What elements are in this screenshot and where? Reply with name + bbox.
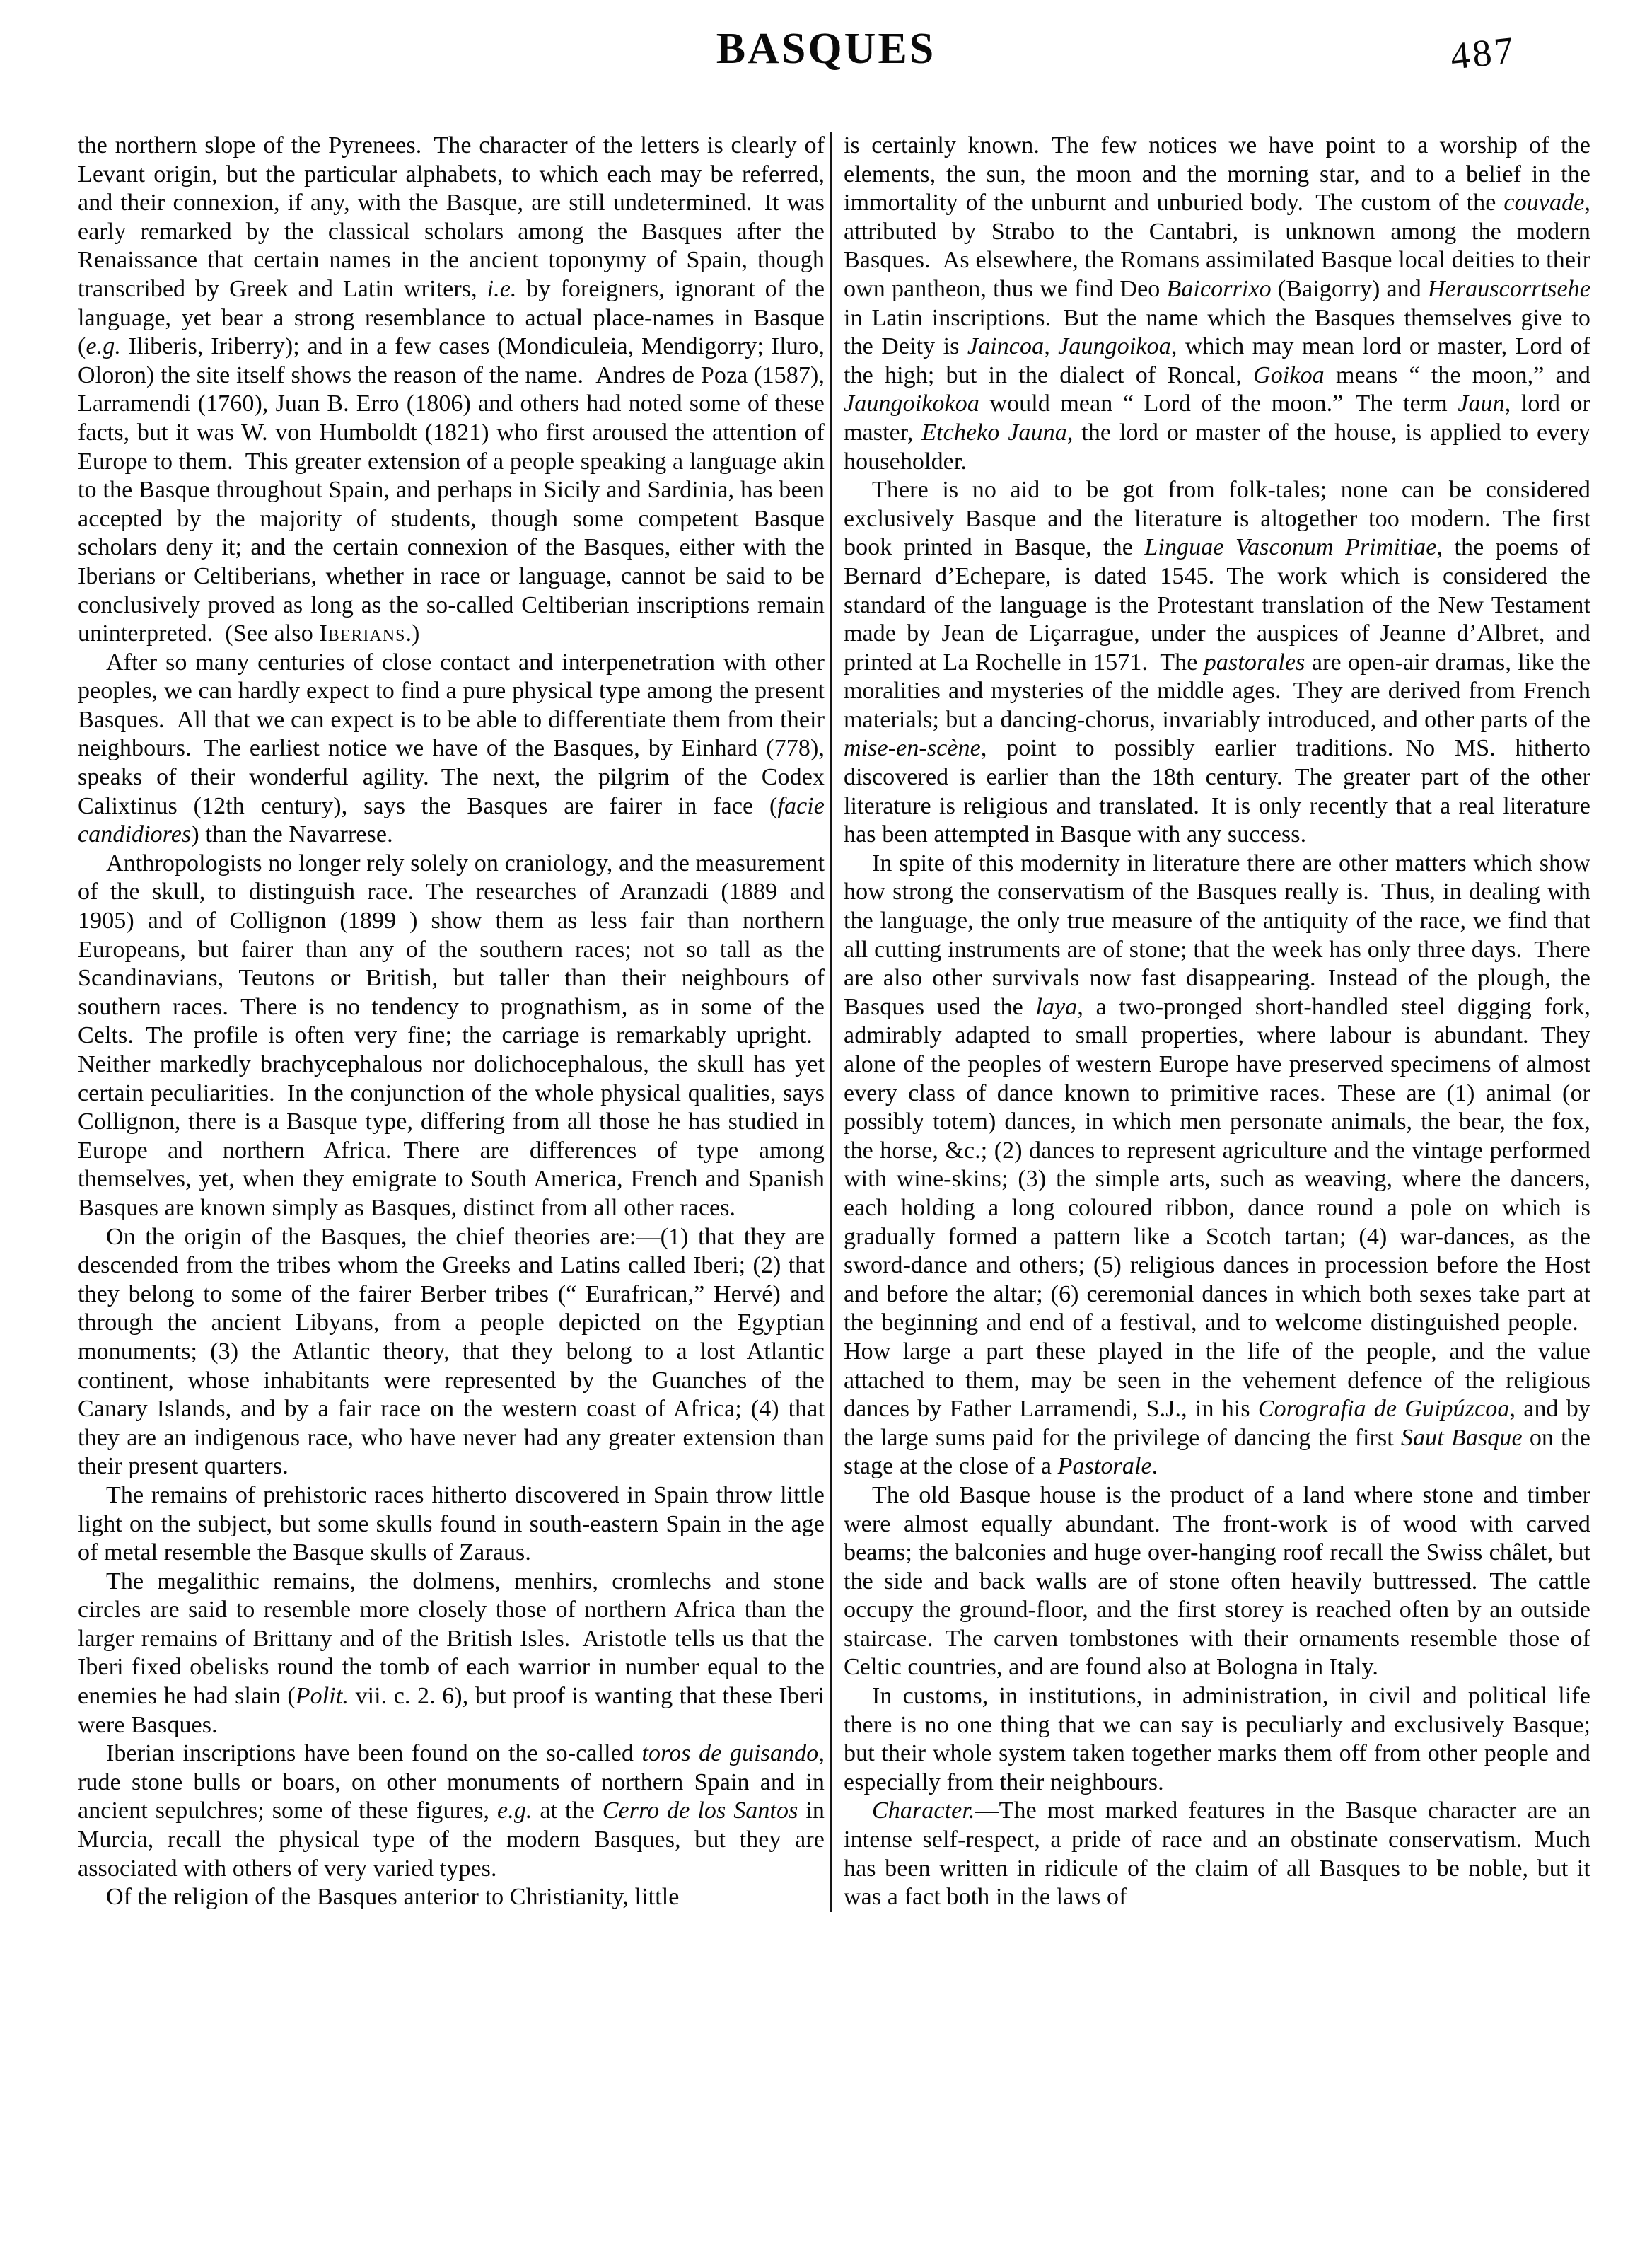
text-run: Iliberis, Iriberry); and in a few cases (Mondiculeia, Mendigorry; Iluro, Oloron) the site itself shows the reason of the name. Andres de Poza (1587), Larramendi (1760), Juan B. Erro (1806) and others had noted some of these facts, but it was W. von Humboldt (1821) who first aroused the attention of Europe to them. This greater extension of a people speaking a language akin to the Basque throughout Spain, and perhaps in Sicily and Sardinia, has been accepted by the majority of students, though some competent Basque scholars deny it; and the certain connexion of the Basques, either with the Iberians or Celtiberians, whether in race or language, cannot be said to be conclusively proved as long as the so-called Celtiberian inscriptions remain uninterpreted. (See also <box>78 333 825 647</box>
text-run: in Murcia, recall the physical type of the modern Basques, but they are associated with others of very varied types. <box>78 1798 825 1882</box>
text-run: The remains of prehistoric races hitherto discovered in Spain throw little light on the subject, but some skulls found in south-eastern Spain in the age of metal resemble the Basque skulls of Zaraus. <box>78 1481 825 1566</box>
paragraph <box>844 132 1590 476</box>
paragraph <box>844 850 1590 1481</box>
italic-text-run: Jaungoikokoa <box>844 390 979 417</box>
page-number: 487 <box>1448 28 1518 78</box>
text-run: , rude stone bulls or boars, on other monuments of northern Spain and in ancient sepulchres; some of these figures, <box>78 1740 825 1824</box>
italic-text-run: Corografia de Guipúzcoa <box>1257 1396 1510 1423</box>
text-run: In spite of this modernity in literature there are other matters which show how strong the conservatism of the Basques really is. Thus, in dealing with the language, the only true measure of the antiquity of the race, we find that all cutting instruments are of stone; that the week has only three days. There are also other survivals now fast disappearing. Instead of the plough, the Basques used the <box>844 850 1590 1020</box>
smallcaps-text-run: Iberians <box>319 620 406 647</box>
italic-text-run: Baicorrixo <box>1166 275 1272 302</box>
text-run: .) <box>405 620 420 647</box>
text-run: . <box>1151 1453 1158 1480</box>
text-run: , which may mean lord or master, Lord of the high; but in the dialect of Roncal, <box>844 333 1591 388</box>
text-run: , point to possibly earlier traditions. No MS. hitherto discovered is earlier than the 18th century. The greater part of the other literature is religious and translated. It is only recently that a real literature has been attempted in Basque with any success. <box>844 735 1590 848</box>
text-run: would mean “ Lord of the moon.” The term <box>979 390 1458 417</box>
text-run: There is no aid to be got from folk-tales; none can be considered exclusively Basque and the literature is altogether too modern. The first book printed in Basque, the <box>844 477 1590 561</box>
paragraph <box>78 1223 825 1481</box>
italic-text-run: Cerro de los Santos <box>602 1798 798 1824</box>
text-run: On the origin of the Basques, the chief theories are:—(1) that they are descended from the tribes whom the Greeks and Latins called Iberi; (2) that they belong to some of the fairer Berber tribes (“ Eurafrican,” Hervé) and through the ancient Libyans, from a people depicted on the Egyptian monuments; (3) the Atlantic theory, that they belong to a lost Atlantic continent, whose inhabitants were represented by the Guanches of the Canary Islands, and by a fair race on the western coast of Africa; (4) that they are an indigenous race, who have never had any greater extension than their present quarters. <box>78 1223 825 1480</box>
italic-text-run: e.g. <box>497 1798 533 1824</box>
text-run: is certainly known. The few notices we have point to a worship of the elements, the sun, the moon and the morning star, and to a belief in the immortality of the unburnt and unburied body. The custom of the <box>844 132 1590 216</box>
text-run: the northern slope of the Pyrenees. The character of the letters is clearly of Levant origin, but the particular alphabets, to which each may be referred, and their connexion, if any, with the Basque, are still undetermined. It was early remarked by the classical scholars among the Basques after the Renaissance that certain names in the ancient toponymy of Spain, though transcribed by Greek and Latin writers, <box>78 132 825 302</box>
right-column <box>844 132 1590 1912</box>
text-run: In customs, in institutions, in administration, in civil and political life there is no one thing that we can say is peculiarly and exclusively Basque; but their whole system taken together marks them off from other people and especially from their neighbours. <box>844 1683 1590 1795</box>
paragraph <box>78 132 825 649</box>
italic-text-run: Linguae Vasconum Primitiae <box>1144 534 1437 561</box>
text-run: , the lord or master of the house, is applied to every householder. <box>844 419 1590 475</box>
italic-text-run: Polit. <box>295 1683 349 1710</box>
paragraph <box>78 1883 825 1912</box>
column-divider-rule <box>830 132 832 1912</box>
text-run: vii. c. 2. 6), but proof is wanting that these Iberi were Basques. <box>78 1683 825 1738</box>
paragraph <box>844 1481 1590 1682</box>
text-run: , a two-pronged short-handled steel digging fork, admirably adapted to small properties, where labour is abundant. They alone of the peoples of western Europe have preserved specimens of almost every class of dance known to primitive races. These are (1) animal (or possibly totem) dances, in which men personate animals, the bear, the fox, the horse, &c.; (2) dances to represent agriculture and the vintage performed with wine-skins; (3) the simple arts, such as weaving, where the dancers, each holding a long coloured ribbon, dance round a pole on which is gradually formed a pattern like a Scotch tartan; (4) war-dances, as the sword-dance and others; (5) religious dances in procession before the Host and before the altar; (6) ceremonial dances in which both sexes take part at the beginning and end of a festival, and to welcome distinguished people. How large a part these played in the life of the people, and the value attached to them, may be seen in the vehement defence of the religious dances by Father Larramendi, S.J., in his <box>844 993 1590 1423</box>
text-run: in Latin inscriptions. But the name which the Basques themselves give to the Deity is <box>844 304 1590 360</box>
text-run: , attributed by Strabo to the Cantabri, is unknown among the modern Basques. As elsewhere, the Romans assimilated Basque local deities to their own pantheon, thus we find Deo <box>844 190 1590 302</box>
italic-text-run: facie candidiores <box>78 792 825 848</box>
italic-text-run: Goikoa <box>1253 361 1325 388</box>
text-run: by foreigners, ignorant of the language, yet bear a strong resemblance to actual place-names in Basque ( <box>78 275 825 360</box>
paragraph <box>844 1682 1590 1797</box>
article-text <box>78 132 1590 1912</box>
paragraph <box>78 649 825 850</box>
italic-text-run: pastorales <box>1204 649 1305 676</box>
paragraph <box>78 1740 825 1883</box>
text-run: The megalithic remains, the dolmens, menhirs, cromlechs and stone circles are said to resemble more closely those of northern Africa than the larger remains of Brittany and of the British Isles. Aristotle tells us that the Iberi fixed obelisks round the tomb of each warrior in number equal to the enemies he had slain ( <box>78 1568 825 1710</box>
text-run: , lord or master, <box>844 390 1590 446</box>
italic-text-run: Jaincoa, Jaungoikoa <box>967 333 1171 360</box>
text-run: —The most marked features in the Basque character are an intense self-respect, a pride of race and an obstinate conservatism. Much has been written in ridicule of the claim of all Basques to be noble, but it was a fact both in the laws of <box>844 1798 1590 1911</box>
italic-text-run: i.e. <box>487 275 517 302</box>
paragraph <box>78 1481 825 1568</box>
italic-text-run: Pastorale <box>1057 1453 1152 1480</box>
italic-text-run: couvade <box>1503 190 1585 216</box>
page-title: BASQUES <box>716 25 936 73</box>
text-run: on the stage at the close of a <box>844 1424 1590 1480</box>
left-column <box>78 132 825 1912</box>
italic-text-run: Jaun <box>1458 390 1505 417</box>
paragraph <box>844 476 1590 850</box>
italic-text-run: Herauscorrtsehe <box>1427 275 1590 302</box>
paragraph <box>78 1568 825 1740</box>
text-run: ) than the Navarrese. <box>191 821 393 848</box>
text-run: Iberian inscriptions have been found on the so-called <box>106 1740 642 1767</box>
text-run: means “ the moon,” and <box>1324 361 1590 388</box>
text-run: at the <box>532 1798 603 1824</box>
italic-text-run: mise-en-scène <box>844 735 981 762</box>
text-run: , the poems of Bernard d’Echepare, is dated 1545. The work which is considered the standard of the language is the Protestant translation of the New Testament made by Jean de Liçarrague, under the auspices of Jeanne d’Albret, and printed at La Rochelle in 1571. The <box>844 534 1590 676</box>
text-run: Of the religion of the Basques anterior to Christianity, little <box>106 1884 680 1911</box>
text-run: After so many centuries of close contact and interpenetration with other peoples, we can hardly expect to find a pure physical type among the present Basques. All that we can expect is to be able to differentiate them from their neighbours. The earliest notice we have of the Basques, by Einhard (778), speaks of their wonderful agility. The next, the pilgrim of the Codex Calixtinus (12th century), says the Basques are fairer in face ( <box>78 649 825 819</box>
italic-text-run: Character. <box>872 1798 975 1824</box>
text-run: (Baigorry) and <box>1271 275 1428 302</box>
page-header <box>0 21 1652 127</box>
italic-text-run: Etcheko Jauna <box>921 419 1067 446</box>
italic-text-run: Saut Basque <box>1400 1424 1523 1451</box>
paragraph <box>844 1797 1590 1911</box>
italic-text-run: toros de guisando <box>641 1740 819 1767</box>
text-run: The old Basque house is the product of a land where stone and timber were almost equally abundant. The front-work is of wood with carved beams; the balconies and huge over-hanging roof recall the Swiss châlet, but the side and back walls are of stone often heavily buttressed. The cattle occupy the ground-floor, and the first storey is reached often by an outside staircase. The carven tombstones with their ornaments resemble those of Celtic countries, and are found also at Bologna in Italy. <box>844 1481 1590 1681</box>
italic-text-run: laya <box>1035 993 1078 1020</box>
paragraph <box>78 850 825 1223</box>
text-run: are open-air dramas, like the moralities and mysteries of the middle ages. They are derived from French materials; but a dancing-chorus, invariably introduced, and other parts of the <box>844 649 1590 733</box>
text-run: Anthropologists no longer rely solely on craniology, and the measurement of the skull, to distinguish race. The researches of Aranzadi (1889 and 1905) and of Collignon (1899 ) show them as less fair than northern Europeans, but fairer than any of the southern races; not so tall as the Scandinavians, Teutons or British, but taller than their neighbours of southern races. There is no tendency to prognathism, as in some of the Celts. The profile is often very fine; the carriage is remarkably upright. Neither markedly brachycephalous nor dolichocephalous, the skull has yet certain peculiarities. In the conjunction of the whole physical qualities, says Collignon, there is a Basque type, differing from all those he has studied in Europe and northern Africa. There are differences of type among themselves, yet, when they emigrate to South America, French and Spanish Basques are known simply as Basques, distinct from all other races. <box>78 850 825 1221</box>
text-run: , and by the large sums paid for the privilege of dancing the first <box>844 1396 1591 1451</box>
italic-text-run: e.g. <box>86 333 121 360</box>
